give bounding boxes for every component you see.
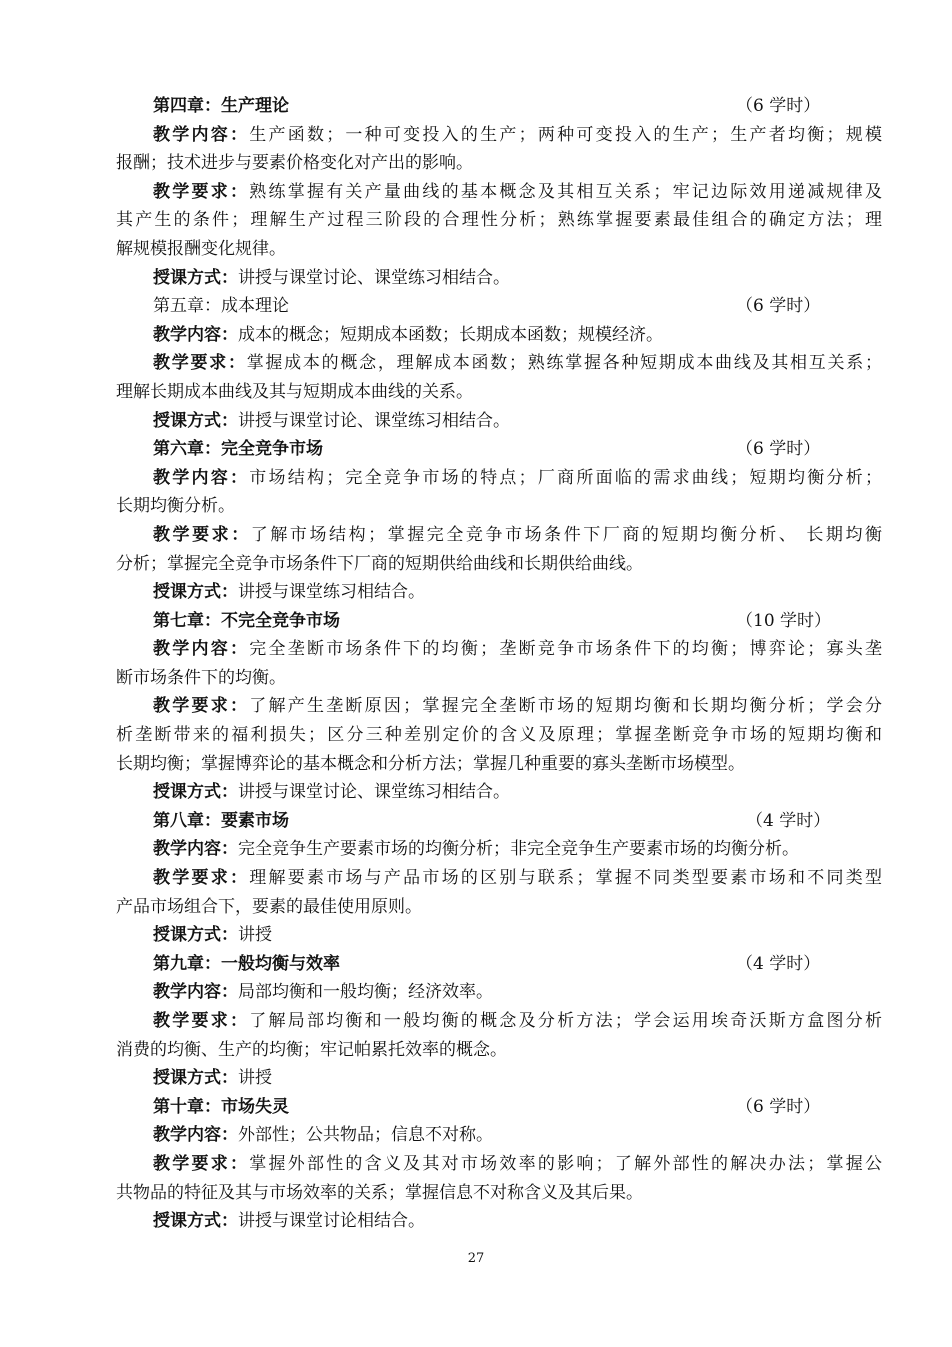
- requirements-text: 掌握成本的概念，理解成本函数；熟练掌握各种短期成本曲线及其相互关系；: [246, 353, 883, 374]
- requirements-text: 了解市场结构；掌握完全竞争市场条件下厂商的短期均衡分析、 长期均衡: [250, 524, 883, 545]
- document-body: [116, 92, 882, 1236]
- requirements-text-continued: 其产生的条件；理解生产过程三阶段的合理性分析；熟练掌握要素最佳组合的确定方法；理: [116, 210, 882, 231]
- requirements-text: 了解产生垄断原因；掌握完全垄断市场的短期均衡和长期均衡分析；学会分: [249, 696, 883, 717]
- chapter-hours: （6 学时）: [736, 296, 821, 317]
- content-text: 局部均衡和一般均衡；经济效率。: [238, 982, 493, 1003]
- method-text: 讲授与课堂讨论、课堂练习相结合。: [238, 267, 510, 288]
- method-label: 授课方式：: [153, 267, 238, 288]
- chapter-heading: [116, 92, 882, 121]
- requirements-text-continued: 解规模报酬变化规律。: [116, 238, 286, 259]
- method-label: 授课方式：: [153, 925, 238, 946]
- requirements-label: 教学要求：: [153, 696, 250, 717]
- method-text: 讲授与课堂讨论相结合。: [238, 1211, 425, 1232]
- content-text-continued: 长期均衡分析。: [116, 496, 235, 517]
- requirements-text-continued: 共物品的特征及其与市场效率的关系；掌握信息不对称含义及其后果。: [116, 1182, 643, 1203]
- content-label: 教学内容：: [153, 467, 250, 488]
- content-text-continued: 断市场条件下的均衡。: [116, 667, 286, 688]
- content-label: 教学内容：: [153, 639, 250, 660]
- method-text: 讲授: [238, 925, 272, 946]
- method-label: 授课方式：: [153, 582, 238, 603]
- content-text: 成本的概念；短期成本函数；长期成本函数；规模经济。: [238, 324, 663, 345]
- content-paragraph: [116, 121, 882, 150]
- requirements-label: 教学要求：: [153, 353, 247, 374]
- content-paragraph: [116, 835, 882, 864]
- requirements-label: 教学要求：: [153, 1011, 250, 1031]
- method-label: 授课方式：: [153, 1068, 238, 1089]
- content-text-continued: 报酬；技术进步与要素价格变化对产出的影响。: [116, 153, 473, 174]
- requirements-label: 教学要求：: [153, 181, 250, 202]
- content-paragraph: [116, 978, 882, 1007]
- content-text: 完全垄断市场条件下的均衡；垄断竞争市场条件下的均衡；博弈论；寡头垄: [249, 639, 883, 660]
- chapter-heading: [116, 292, 882, 321]
- requirements-text: 熟练掌握有关产量曲线的基本概念及其相互关系；牢记边际效用递减规律及: [249, 181, 883, 202]
- chapter-title: 第八章：要素市场: [153, 810, 289, 831]
- requirements-paragraph: [116, 349, 882, 378]
- content-text: 生产函数；一种可变投入的生产；两种可变投入的生产；生产者均衡；规模: [249, 124, 883, 145]
- chapter-heading: [116, 435, 882, 464]
- requirements-text: 掌握外部性的含义及其对市场效率的影响；了解外部性的解决办法；掌握公: [249, 1153, 883, 1174]
- method-label: 授课方式：: [153, 782, 238, 803]
- chapter-title: 第十章：市场失灵: [153, 1096, 289, 1117]
- content-paragraph: [116, 321, 882, 350]
- content-label: 教学内容：: [153, 124, 250, 145]
- requirements-text-continued: 析垄断带来的福利损失；区分三种差别定价的含义及原理；掌握垄断竞争市场的短期均衡和: [116, 725, 882, 746]
- requirements-text-continued: 理解长期成本曲线及其与短期成本曲线的关系。: [116, 381, 473, 402]
- method-text: 讲授与课堂练习相结合。: [238, 582, 425, 603]
- requirements-text-continued: 消费的均衡、生产的均衡；牢记帕累托效率的概念。: [116, 1039, 507, 1060]
- method-paragraph: [116, 921, 882, 950]
- method-text: 讲授与课堂讨论、课堂练习相结合。: [238, 782, 510, 803]
- requirements-label: 教学要求：: [153, 524, 251, 545]
- content-label: 教学内容：: [153, 982, 238, 1003]
- requirements-text: 了解局部均衡和一般均衡的概念及分析方法；学会运用埃奇沃斯方盒图分析: [249, 1011, 883, 1031]
- requirements-paragraph: [116, 178, 882, 207]
- requirements-paragraph: [116, 692, 882, 721]
- requirements-text-continued: 产品市场组合下，要素的最佳使用原则。: [116, 896, 422, 917]
- requirements-paragraph: [116, 1007, 882, 1036]
- method-text: 讲授: [238, 1068, 272, 1089]
- method-paragraph: [116, 1207, 882, 1236]
- chapter-heading: [116, 950, 882, 979]
- requirements-label: 教学要求：: [153, 1153, 250, 1174]
- chapter-hours: （6 学时）: [736, 96, 821, 116]
- chapter-title: 第四章：生产理论: [153, 96, 289, 116]
- chapter-hours: （6 学时）: [736, 1096, 821, 1117]
- content-paragraph: [116, 635, 882, 664]
- chapter-heading: [116, 1093, 882, 1122]
- requirements-text-continued: 长期均衡；掌握博弈论的基本概念和分析方法；掌握几种重要的寡头垄断市场模型。: [116, 753, 745, 774]
- content-paragraph: [116, 464, 882, 493]
- chapter-hours: （4 学时）: [746, 810, 831, 831]
- content-paragraph: [116, 1121, 882, 1150]
- requirements-paragraph: [116, 864, 882, 893]
- method-paragraph: [116, 578, 882, 607]
- method-paragraph: [116, 407, 882, 436]
- method-label: 授课方式：: [153, 410, 238, 431]
- content-text: 完全竞争生产要素市场的均衡分析；非完全竞争生产要素市场的均衡分析。: [238, 839, 799, 860]
- method-label: 授课方式：: [153, 1211, 238, 1232]
- content-text: 市场结构；完全竞争市场的特点；厂商所面临的需求曲线；短期均衡分析；: [249, 467, 883, 488]
- chapter-heading: [116, 607, 882, 636]
- chapter-hours: （6 学时）: [736, 439, 821, 460]
- requirements-paragraph: [116, 1150, 882, 1179]
- method-text: 讲授与课堂讨论、课堂练习相结合。: [238, 410, 510, 431]
- requirements-text: 理解要素市场与产品市场的区别与联系；掌握不同类型要素市场和不同类型: [249, 868, 883, 889]
- chapter-title: 第九章：一般均衡与效率: [153, 953, 340, 974]
- requirements-label: 教学要求：: [153, 868, 250, 889]
- method-paragraph: [116, 778, 882, 807]
- content-label: 教学内容：: [153, 839, 238, 860]
- method-paragraph: [116, 264, 882, 293]
- content-label: 教学内容：: [153, 1125, 238, 1146]
- requirements-paragraph: [116, 521, 882, 550]
- content-label: 教学内容：: [153, 324, 238, 345]
- chapter-hours: （10 学时）: [736, 610, 832, 631]
- chapter-hours: （4 学时）: [736, 953, 821, 974]
- page-number: 27: [467, 1251, 485, 1266]
- content-text: 外部性；公共物品；信息不对称。: [238, 1125, 493, 1146]
- requirements-text-continued: 分析；掌握完全竞争市场条件下厂商的短期供给曲线和长期供给曲线。: [116, 553, 643, 574]
- chapter-title: 第六章：完全竞争市场: [153, 439, 323, 460]
- chapter-title: 第五章：成本理论: [153, 296, 289, 317]
- chapter-title: 第七章：不完全竞争市场: [153, 610, 340, 631]
- chapter-heading: [116, 807, 882, 836]
- method-paragraph: [116, 1064, 882, 1093]
